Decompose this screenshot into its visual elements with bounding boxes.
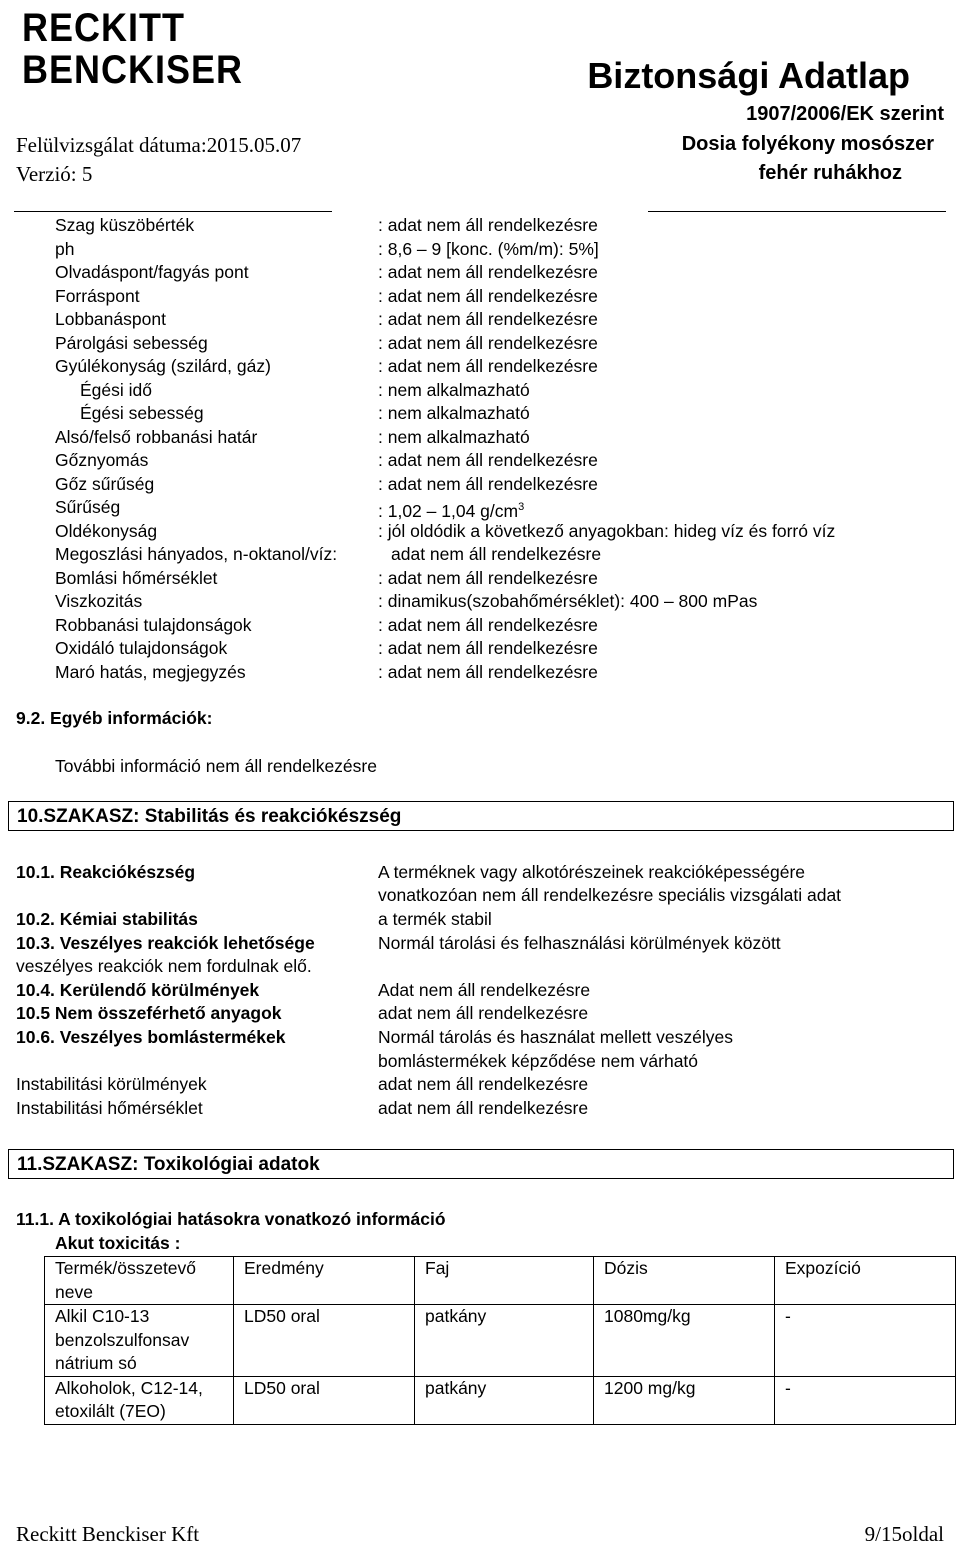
table-header-cell: Faj	[415, 1257, 594, 1305]
property-label: Viszkozitás	[55, 591, 143, 611]
property-value-text: : adat nem áll rendelkezésre	[378, 332, 598, 353]
property-value-text: : adat nem áll rendelkezésre	[378, 614, 598, 635]
property-row	[0, 543, 960, 567]
property-label: Szag küszöbérték	[55, 215, 195, 235]
property-label: Megoszlási hányados, n-oktanol/víz:	[55, 544, 338, 564]
section-11-1-heading: 11.1. A toxikológiai hatásokra vonatkozó információ	[16, 1209, 446, 1229]
table-row	[45, 1305, 956, 1377]
instability-conditions-label: Instabilitási körülmények	[16, 1074, 207, 1094]
table-cell: Alkil C10-13 benzolszulfonsav nátrium só	[45, 1305, 234, 1377]
table-cell: LD50 oral	[234, 1305, 415, 1377]
property-value	[378, 214, 598, 238]
property-row	[0, 261, 960, 285]
property-label: Égési sebesség	[80, 403, 204, 423]
conditions-to-avoid-label: 10.4. Kerülendő körülmények	[16, 980, 260, 1000]
property-value-text: : adat nem áll rendelkezésre	[378, 473, 598, 494]
property-value-text: : nem alkalmazható	[378, 426, 530, 447]
property-label: Gőznyomás	[55, 450, 149, 470]
table-cell: LD50 oral	[234, 1376, 415, 1424]
property-value	[378, 285, 598, 309]
property-row	[0, 496, 960, 520]
property-value-text: : adat nem áll rendelkezésre	[378, 567, 598, 588]
property-row	[0, 355, 960, 379]
property-value-text: : dinamikus(szobahőmérséklet): 400 – 800 mPas	[378, 591, 758, 611]
property-value-text: : adat nem áll rendelkezésre	[378, 262, 598, 282]
property-label: Alsó/felső robbanási határ	[55, 426, 258, 447]
table-row	[45, 1376, 956, 1424]
regulation: 1907/2006/EK szerint	[746, 103, 944, 125]
footer-page-number: 9/15oldal	[864, 1522, 944, 1546]
property-value	[378, 661, 598, 685]
property-value-text: : adat nem áll rendelkezésre	[378, 215, 598, 235]
property-value-text: : adat nem áll rendelkezésre	[378, 285, 598, 306]
property-row	[0, 426, 960, 450]
property-value	[378, 402, 530, 426]
section-9-2-text: További információ nem áll rendelkezésre	[55, 756, 377, 776]
hazardous-reactions-value: Normál tárolási és felhasználási körülmények között	[378, 933, 781, 953]
table-header-cell: Expozíció	[775, 1257, 956, 1305]
property-label: Robbanási tulajdonságok	[55, 614, 252, 635]
section-9-2-heading: 9.2. Egyéb információk:	[16, 708, 213, 728]
property-value-text: : adat nem áll rendelkezésre	[378, 638, 598, 658]
document-title: Biztonsági Adatlap	[587, 55, 910, 96]
unit-superscript: 3	[518, 501, 525, 513]
property-label: Forráspont	[55, 285, 140, 306]
incompatible-materials-value: adat nem áll rendelkezésre	[378, 1003, 589, 1023]
chemical-stability-value: a termék stabil	[378, 909, 492, 929]
property-label: Bomlási hőmérséklet	[55, 567, 218, 588]
property-row	[0, 520, 960, 544]
property-row	[0, 449, 960, 473]
property-value-text: : adat nem áll rendelkezésre	[378, 450, 598, 470]
property-row	[0, 285, 960, 309]
hazardous-reactions-label: 10.3. Veszélyes reakciók lehetősége	[16, 933, 315, 953]
property-value	[378, 308, 598, 332]
table-header-cell: Dózis	[594, 1257, 775, 1305]
property-label: Oxidáló tulajdonságok	[55, 638, 228, 658]
property-value	[378, 567, 598, 591]
product-name-line1: Dosia folyékony mosószer	[681, 133, 934, 155]
property-label: Égési idő	[80, 379, 152, 400]
property-value	[378, 473, 598, 497]
property-row	[0, 567, 960, 591]
property-value	[378, 426, 530, 450]
table-cell: -	[775, 1305, 956, 1377]
property-label: Gőz sűrűség	[55, 473, 155, 494]
property-value	[378, 520, 835, 544]
revision-date: Felülvizsgálat dátuma:2015.05.07	[16, 133, 302, 157]
instability-temperature-value: adat nem áll rendelkezésre	[378, 1098, 589, 1118]
property-row	[0, 214, 960, 238]
property-row	[0, 637, 960, 661]
property-label: Gyúlékonyság (szilárd, gáz)	[55, 356, 271, 376]
header-rule-right	[648, 211, 946, 212]
property-row	[0, 308, 960, 332]
property-label: Oldékonyság	[55, 520, 158, 541]
table-header-cell: Termék/összetevő neve	[45, 1257, 234, 1305]
instability-conditions-value: adat nem áll rendelkezésre	[378, 1074, 589, 1094]
table-cell: Alkoholok, C12-14, etoxilált (7EO)	[45, 1376, 234, 1424]
property-value	[378, 379, 530, 403]
table-header-row	[45, 1257, 956, 1305]
toxicity-table	[44, 1256, 956, 1425]
table-cell: -	[775, 1376, 956, 1424]
hazardous-reactions-continuation: veszélyes reakciók nem fordulnak elő.	[16, 956, 312, 976]
property-value	[378, 590, 757, 614]
instability-temperature-label: Instabilitási hőmérséklet	[16, 1098, 203, 1118]
property-value	[378, 355, 598, 379]
property-value-text: : adat nem áll rendelkezésre	[378, 356, 598, 376]
property-value-text: : adat nem áll rendelkezésre	[378, 661, 598, 682]
decomposition-products-value-line1: Normál tárolás és használat mellett veszélyes	[378, 1027, 734, 1047]
header-rule-left	[14, 211, 332, 212]
footer-company: Reckitt Benckiser Kft	[16, 1522, 200, 1546]
property-row	[0, 379, 960, 403]
property-value	[391, 543, 601, 567]
property-row	[0, 614, 960, 638]
property-value	[378, 238, 599, 262]
property-value	[378, 332, 598, 356]
property-label: Olvadáspont/fagyás pont	[55, 262, 249, 282]
property-value-text: adat nem áll rendelkezésre	[391, 544, 602, 564]
property-label: Sűrűség	[55, 497, 121, 517]
reactivity-value-line1: A terméknek vagy alkotórészeinek reakcióképességére	[378, 862, 806, 882]
property-row	[0, 402, 960, 426]
property-row	[0, 661, 960, 685]
logo-reckitt: RECKITT	[22, 4, 185, 50]
section-10-title: 10.SZAKASZ: Stabilitás és reakciókészség	[8, 801, 954, 831]
property-value	[378, 449, 598, 473]
version: Verzió: 5	[16, 162, 93, 186]
property-value-text: : 1,02 – 1,04 g/cm	[378, 500, 519, 521]
property-value	[378, 261, 598, 285]
logo-benckiser: BENCKISER	[22, 46, 244, 92]
acute-toxicity-heading: Akut toxicitás :	[55, 1233, 181, 1253]
property-value-text: : 8,6 – 9 [konc. (%m/m): 5%]	[378, 238, 599, 259]
property-label: Maró hatás, megjegyzés	[55, 661, 246, 682]
reactivity-value-line2: vonatkozóan nem áll rendelkezésre speciális vizsgálati adat	[378, 885, 842, 905]
section-11-title: 11.SZAKASZ: Toxikológiai adatok	[8, 1149, 954, 1179]
property-value-text: : nem alkalmazható	[378, 379, 530, 400]
property-label: Lobbanáspont	[55, 309, 166, 329]
property-row	[0, 473, 960, 497]
table-cell: 1080mg/kg	[594, 1305, 775, 1377]
table-cell: 1200 mg/kg	[594, 1376, 775, 1424]
table-cell: patkány	[415, 1376, 594, 1424]
table-header-cell: Eredmény	[234, 1257, 415, 1305]
reactivity-label: 10.1. Reakciókészség	[16, 862, 196, 882]
incompatible-materials-label: 10.5 Nem összeférhető anyagok	[16, 1003, 282, 1023]
property-value	[378, 637, 598, 661]
property-row	[0, 590, 960, 614]
table-cell: patkány	[415, 1305, 594, 1377]
property-value-text: : adat nem áll rendelkezésre	[378, 309, 598, 329]
property-row	[0, 238, 960, 262]
decomposition-products-value-line2: bomlástermékek képződése nem várható	[378, 1051, 699, 1071]
property-label: Párolgási sebesség	[55, 332, 208, 353]
decomposition-products-label: 10.6. Veszélyes bomlástermékek	[16, 1027, 286, 1047]
property-value	[378, 614, 598, 638]
property-value-text: : nem alkalmazható	[378, 403, 530, 423]
product-name-line2: fehér ruhákhoz	[758, 162, 902, 184]
property-row	[0, 332, 960, 356]
chemical-stability-label: 10.2. Kémiai stabilitás	[16, 909, 198, 929]
conditions-to-avoid-value: Adat nem áll rendelkezésre	[378, 980, 591, 1000]
property-value-text: : jól oldódik a következő anyagokban: hideg víz és forró víz	[378, 520, 836, 541]
property-label: ph	[55, 238, 75, 259]
